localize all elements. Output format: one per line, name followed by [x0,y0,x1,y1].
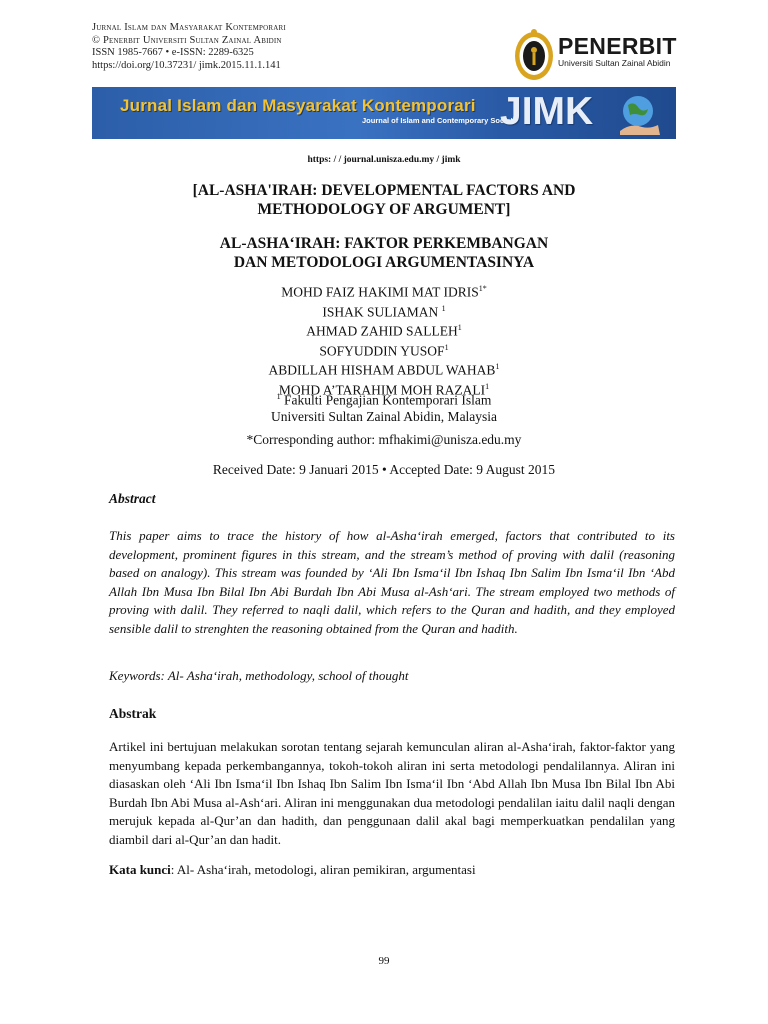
title-malay-line-1: AL-ASHA‘IRAH: FAKTOR PERKEMBANGAN [219,235,549,252]
doi-line[interactable]: https://doi.org/10.37231/ jimk.2015.11.1.141 [92,59,281,71]
globe-hand-icon [616,91,660,135]
author: MOHD FAIZ HAKIMI MAT $IDRIS^{1*}$ [281,284,487,300]
title-malay [0,234,768,272]
publisher-subtitle: Universiti Sultan Zainal Abidin [558,58,671,68]
abstrak-body: Artikel ini bertujuan melakukan sorotan tentang sejarah kemunculan aliran al-Asha‘irah, faktor-faktor yang menyumbang kepada perkembangannya, tokoh-tokoh aliran ini serta metodologi pendalilannya. Aliran ini diasaskan oleh ‘Ali Ibn Isma‘il Ibn Ishaq Ibn Salim Ibn Isma‘il Ibn ‘Abd Allah Ibn Musa Ibn Bilal Ibn Abi Burdah Ibn Abi Musa al-Ash‘ari. Aliran ini menggunakan dua metodologi pendalilan iaitu dalil naqli dengan merujuk kepada al-Qur’an dan hadith, dan penggunaan dalil akal bagi memperkuatkan pendalilan yang diambil dari al-Qur’an dan hadit. [109,739,675,847]
banner-acronym: JIMK [500,90,594,133]
journal-banner [92,87,676,139]
title-english [0,181,768,219]
author: ISHAK SULIAMAN $^1$ [322,303,446,319]
issn-line: ISSN 1985-7667 • e-ISSN: 2289-6325 [92,47,254,58]
publisher-name: PENERBIT [558,33,677,59]
title-malay-line-2: DAN METODOLOGI ARGUMENTASINYA [233,254,535,271]
author: MOHD A’TARAHIM MOH RAZALI$^1$ [278,381,490,397]
copyright-line: © Penerbit Universiti Sultan Zainal Abidin [92,34,282,46]
abstract-keywords: Keywords: Al- Asha‘irah, methodology, school of thought [109,668,409,683]
author: AHMAD ZAHID SALLEH$^1$ [306,323,462,339]
abstrak-heading: Abstrak [109,706,157,721]
journal-name: Jurnal Islam dan Masyarakat Kontemporari [92,22,286,33]
banner-subtitle: Journal of Islam and Contemporary Society [362,116,518,125]
title-english-line-1: [AL-ASHA'IRAH: DEVELOPMENTAL FACTORS AND [192,182,576,199]
corresponding-author: *Corresponding author: mfhakimi@unisza.edu.my [246,432,522,447]
journal-url[interactable]: https: / / journal.unisza.edu.my / jimk [307,155,461,165]
publisher-emblem-icon [512,26,556,84]
abstract-heading: Abstract [109,491,156,506]
publisher-logo [512,22,682,86]
title-english-line-2: METHODOLOGY OF ARGUMENT] [257,201,511,218]
received-accepted-dates: Received Date: 9 Januari 2015 • Accepted Date: 9 August 2015 [212,462,556,477]
kata-kunci: Kata kunci: Al- Asha‘irah, metodologi, aliran pemikiran, argumentasi [109,862,476,877]
journal-metadata [92,22,286,72]
author: SOFYUDDIN YUSOF$^1$ [319,342,449,358]
author-list [0,281,768,398]
author: ABDILLAH HISHAM ABDUL WAHAB$^1$ [268,362,500,378]
page-number: 99 [378,955,390,967]
abstract-body: This paper aims to trace the history of how al-Asha‘irah emerged, factors that contributed to its development, prominent figures in this stream, and the stream’s method of proving with dalil (reasoning based on analogy). This stream was founded by ‘Ali Ibn Isma‘il Ibn Ishaq Ibn Salim Ibn Isma‘il Ibn ‘Abd Allah Ibn Musa Ibn Bilal Ibn Abi Burdah Ibn Abi Musa al-Ash‘ari. The stream employed two methods of proving with dalil. They referred to naqli dalil, which refers to the Quran and hadith, and they employed sensible dalil to strenghten the reasoning obtained from the Quran and hadith. [109,528,675,636]
banner-title: Jurnal Islam dan Masyarakat Kontemporari [120,96,476,115]
affiliation: $^1$ Fakulti Pengajian Kontemporari Islam Universiti Sultan Zainal Abidin, Malaysia [270,392,498,424]
